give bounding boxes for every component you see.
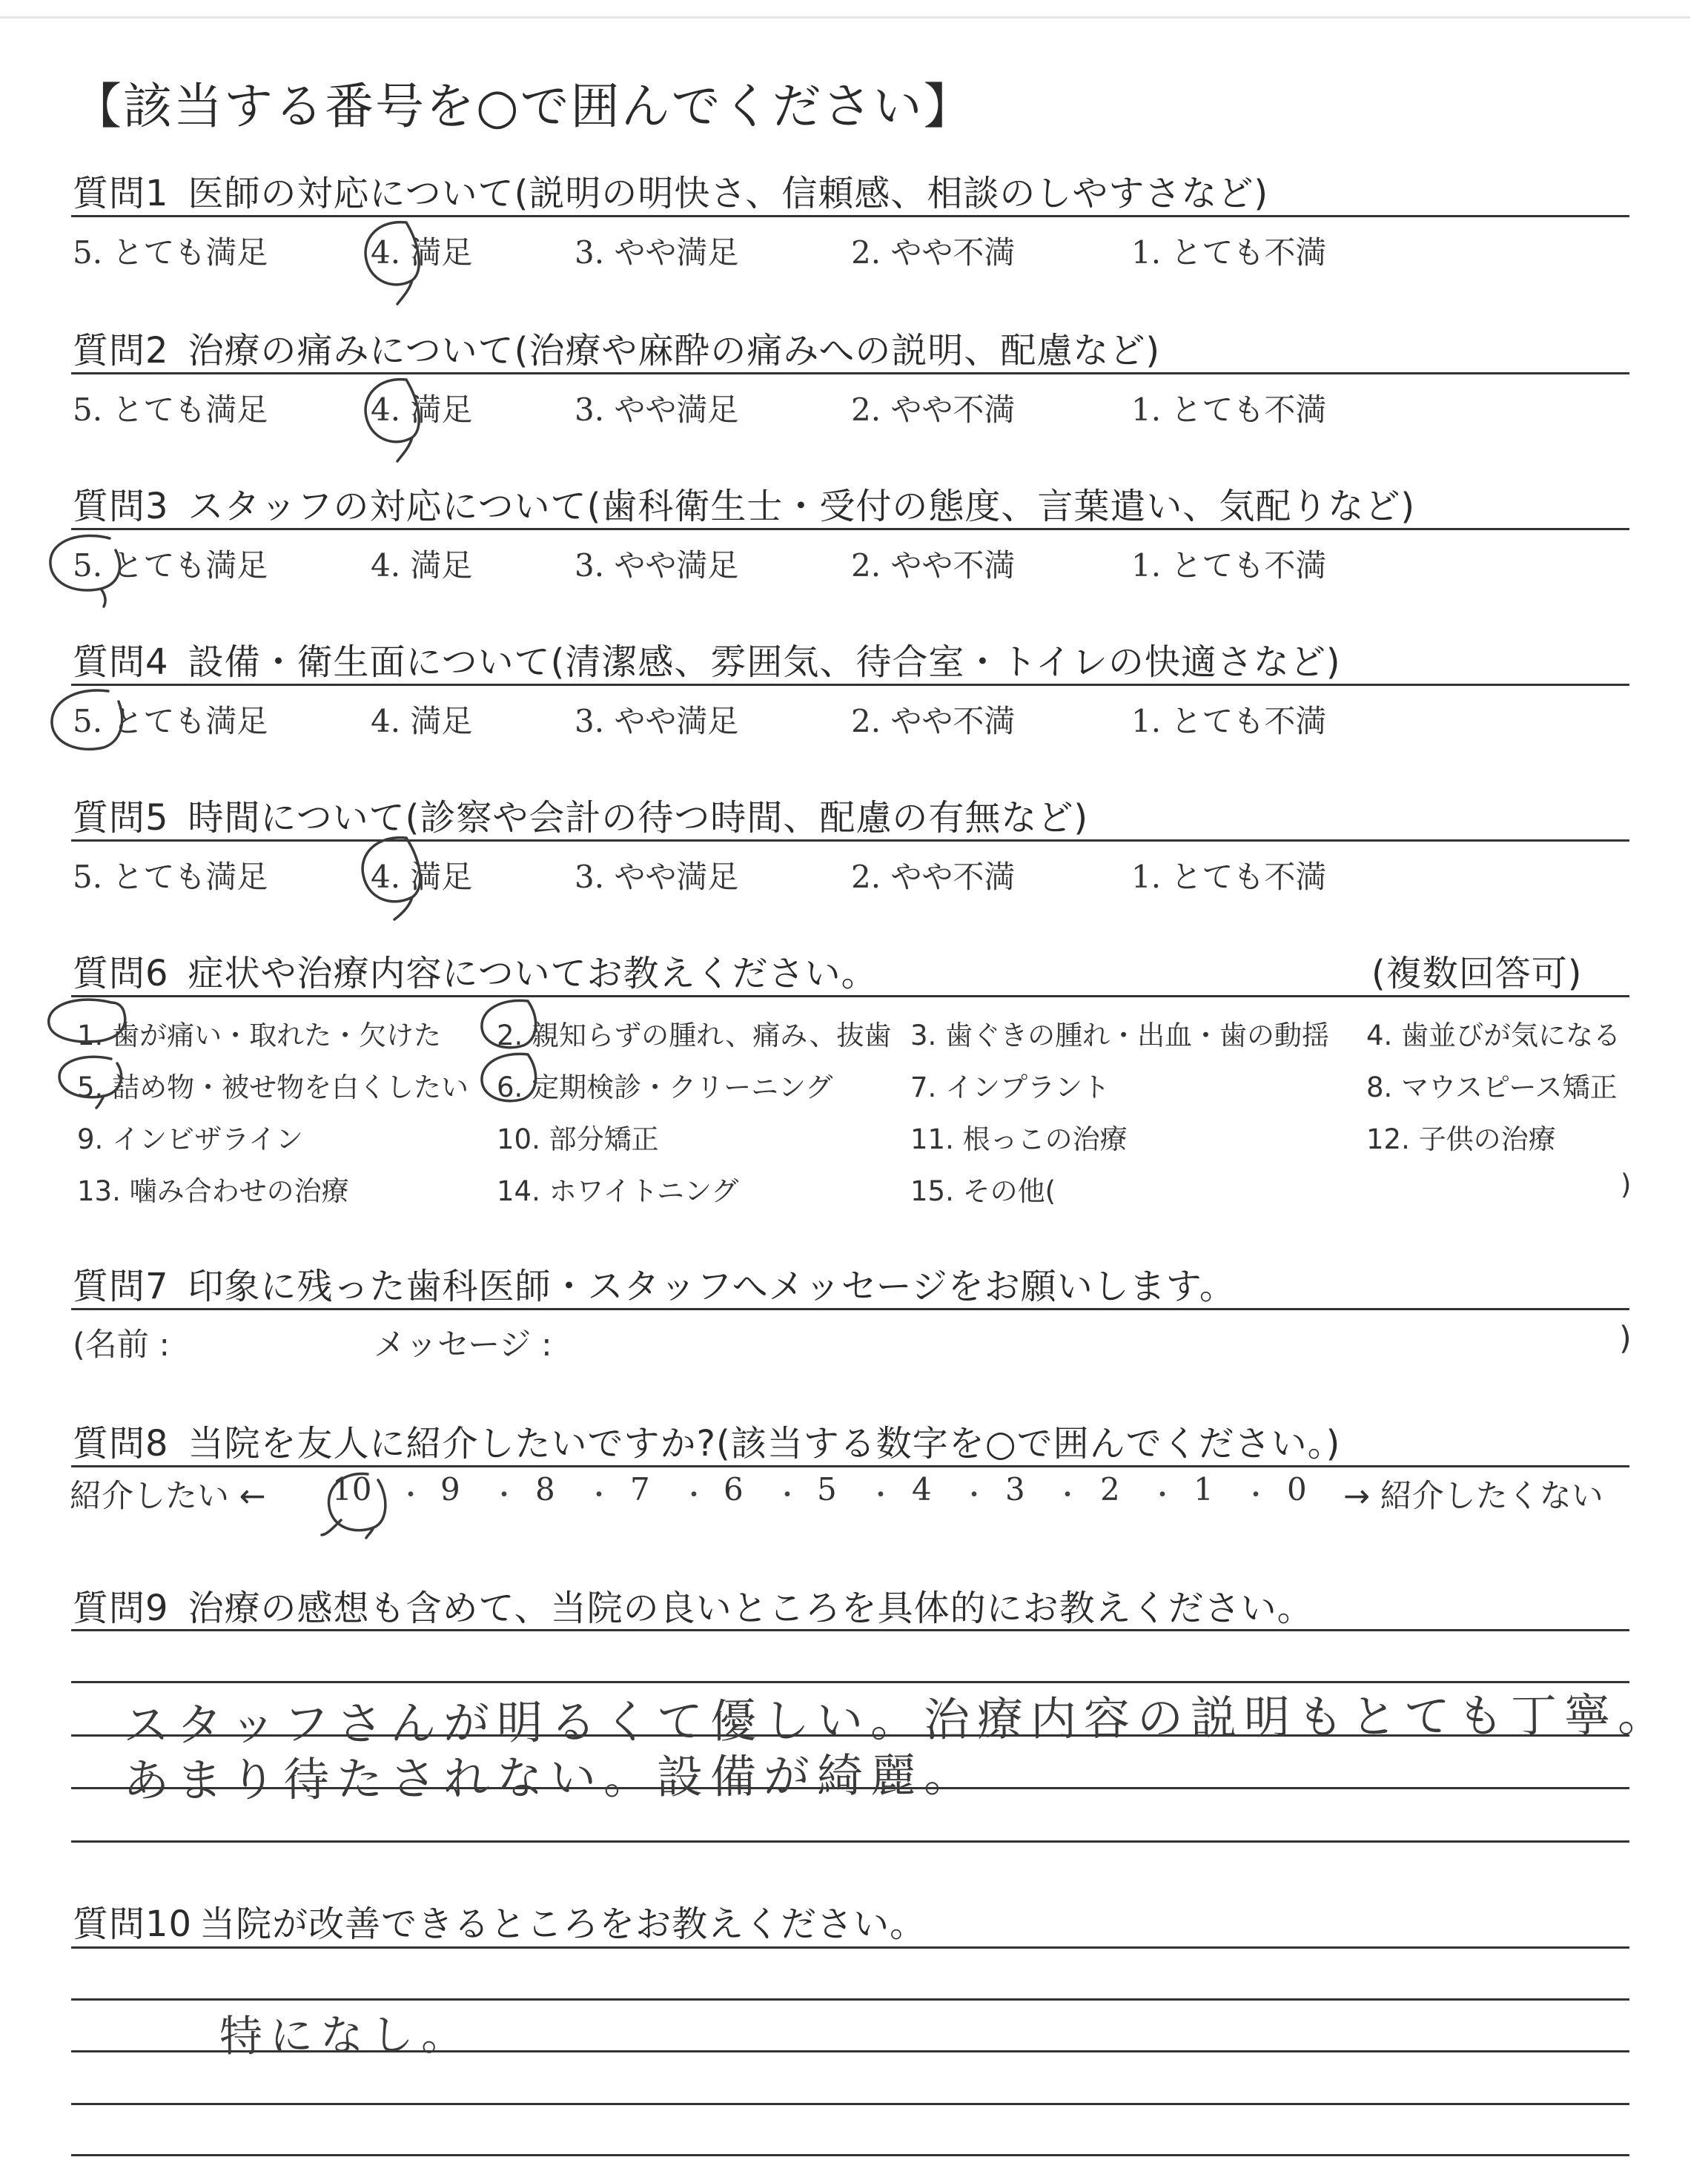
question-number: 質問3	[73, 486, 169, 527]
question-6	[73, 945, 878, 996]
answer-line	[71, 1840, 1629, 1843]
scale-1[interactable]: 1	[1194, 1471, 1214, 1507]
rating-option-1[interactable]: 1. とても不満	[1131, 392, 1327, 428]
rating-option-2[interactable]: 2. やや不満	[851, 234, 1016, 271]
symptom-option-10[interactable]: 10. 部分矯正	[497, 1123, 659, 1155]
top-edge	[0, 16, 1690, 19]
question-number: 質問2	[73, 330, 169, 371]
symptom-option-4[interactable]: 4. 歯並びが気になる	[1366, 1020, 1621, 1051]
rating-option-4[interactable]: 4. 満足	[371, 547, 473, 584]
symptom-option-5[interactable]: 5. 詰め物・被せ物を白くしたい	[77, 1071, 469, 1103]
question-rule	[71, 1308, 1629, 1310]
recommend-right-label: → 紹介したくない	[1343, 1478, 1603, 1515]
rating-option-2[interactable]: 2. やや不満	[851, 547, 1016, 584]
question-5	[73, 789, 1088, 840]
rating-option-4[interactable]: 4. 満足	[371, 703, 473, 739]
scale-0[interactable]: 0	[1287, 1471, 1307, 1507]
question-rule	[71, 215, 1629, 217]
question-1	[73, 165, 1268, 216]
rating-option-5[interactable]: 5. とても満足	[73, 547, 268, 584]
scale-separator: ・	[1054, 1480, 1082, 1510]
scale-10[interactable]: 10	[332, 1471, 372, 1507]
question-4	[73, 633, 1341, 684]
symptom-option-8[interactable]: 8. マウスピース矯正	[1366, 1071, 1618, 1103]
answer-line	[71, 1946, 1629, 1949]
handwritten-answer-line-1: スタッフさんが明るくて優しい。治療内容の説明もとても丁寧。	[122, 1687, 1672, 1753]
rating-option-3[interactable]: 3. やや満足	[575, 392, 739, 428]
question-10	[73, 1895, 926, 1946]
symptom-option-2[interactable]: 2. 親知らずの腫れ、痛み、抜歯	[497, 1020, 892, 1051]
rating-option-1[interactable]: 1. とても不満	[1131, 234, 1327, 271]
rating-option-4[interactable]: 4. 満足	[371, 392, 473, 428]
scale-separator: ・	[1149, 1480, 1176, 1510]
rating-option-3[interactable]: 3. やや満足	[575, 703, 739, 739]
other-close-paren: )	[1621, 1169, 1632, 1200]
handwritten-improvement-answer: 特になし。	[219, 2009, 472, 2062]
scale-separator: ・	[586, 1480, 613, 1510]
symptom-option-1[interactable]: 1. 歯が痛い・取れた・欠けた	[77, 1020, 442, 1051]
question-9	[73, 1579, 1314, 1631]
question-rule	[71, 995, 1629, 997]
rating-option-1[interactable]: 1. とても不満	[1131, 547, 1327, 584]
question-text: スタッフの対応について(歯科衛生士・受付の態度、言葉遣い、気配りなど)	[188, 486, 1416, 527]
question-text: 時間について(診察や会計の待つ時間、配慮の有無など)	[188, 797, 1089, 839]
question-7	[73, 1258, 1236, 1309]
question-rule	[71, 839, 1629, 842]
question-8	[73, 1415, 1340, 1466]
symptom-option-12[interactable]: 12. 子供の治療	[1366, 1123, 1556, 1155]
question-number: 質問9	[73, 1588, 169, 1629]
question-text: 当院が改善できるところをお教えください。	[199, 1903, 927, 1945]
question-text: 治療の痛みについて(治療や麻酔の痛みへの説明、配慮など)	[188, 330, 1161, 371]
question-text: 治療の感想も含めて、当院の良いところを具体的にお教えください。	[188, 1588, 1314, 1629]
question-3	[73, 478, 1415, 529]
scale-4[interactable]: 4	[912, 1471, 932, 1507]
scale-8[interactable]: 8	[535, 1471, 555, 1507]
symptom-option-11[interactable]: 11. 根っこの治療	[910, 1123, 1128, 1155]
question-text: 設備・衛生面について(清潔感、雰囲気、待合室・トイレの快適さなど)	[188, 641, 1341, 683]
answer-line	[71, 1629, 1629, 1631]
rating-option-3[interactable]: 3. やや満足	[575, 547, 739, 584]
rating-option-5[interactable]: 5. とても満足	[73, 234, 268, 271]
question-number: 質問4	[73, 641, 169, 683]
scale-5[interactable]: 5	[817, 1471, 837, 1507]
scale-9[interactable]: 9	[440, 1471, 460, 1507]
rating-option-5[interactable]: 5. とても満足	[73, 859, 268, 895]
question-number: 質問6	[73, 953, 169, 994]
symptom-option-14[interactable]: 14. ホワイトニング	[497, 1175, 739, 1207]
rating-option-3[interactable]: 3. やや満足	[575, 859, 739, 895]
symptom-option-9[interactable]: 9. インビザライン	[77, 1123, 303, 1155]
scale-separator: ・	[1242, 1480, 1270, 1510]
question-number: 質問10	[73, 1903, 193, 1945]
symptom-option-13[interactable]: 13. 噛み合わせの治療	[77, 1175, 349, 1207]
scale-2[interactable]: 2	[1100, 1471, 1120, 1507]
scale-6[interactable]: 6	[724, 1471, 744, 1507]
question-text: 印象に残った歯科医師・スタッフへメッセージをお願いします。	[188, 1266, 1236, 1307]
symptom-option-3[interactable]: 3. 歯ぐきの腫れ・出血・歯の動揺	[910, 1020, 1330, 1051]
scale-3[interactable]: 3	[1005, 1471, 1025, 1507]
message-close-paren: )	[1619, 1320, 1632, 1357]
scale-separator: ・	[867, 1480, 895, 1510]
question-text: 症状や治療内容についてお教えください。	[188, 953, 878, 994]
rating-option-5[interactable]: 5. とても満足	[73, 703, 268, 739]
scale-separator: ・	[491, 1480, 518, 1510]
rating-option-4[interactable]: 4. 満足	[371, 859, 473, 895]
scale-separator: ・	[961, 1480, 988, 1510]
question-number: 質問1	[73, 173, 169, 214]
symptom-option-7[interactable]: 7. インプラント	[910, 1071, 1110, 1103]
question-rule	[71, 528, 1629, 530]
question-rule	[71, 372, 1629, 374]
question-text: 当院を友人に紹介したいですか?(該当する数字を○で囲んでください。)	[188, 1423, 1341, 1464]
answer-line	[71, 2154, 1629, 2156]
question-number: 質問5	[73, 797, 169, 839]
rating-option-5[interactable]: 5. とても満足	[73, 392, 268, 428]
rating-option-2[interactable]: 2. やや不満	[851, 392, 1016, 428]
question-2	[73, 322, 1160, 373]
scale-7[interactable]: 7	[630, 1471, 650, 1507]
question-text: 医師の対応について(説明の明快さ、信頼感、相談のしやすさなど)	[188, 173, 1269, 214]
scale-separator: ・	[397, 1480, 425, 1510]
answer-line	[71, 2103, 1629, 2105]
rating-option-2[interactable]: 2. やや不満	[851, 859, 1016, 895]
message-label: メッセージ :	[374, 1327, 552, 1364]
form-title: 【該当する番号を○で囲んでください】	[73, 78, 974, 135]
rating-option-1[interactable]: 1. とても不満	[1131, 859, 1327, 895]
name-label: (名前 :	[73, 1327, 170, 1364]
question-number: 質問7	[73, 1266, 169, 1307]
multiple-answer-note: (複数回答可)	[1371, 953, 1583, 994]
question-rule	[71, 684, 1629, 686]
symptom-option-15[interactable]: 15. その他(	[910, 1175, 1056, 1207]
rating-option-3[interactable]: 3. やや満足	[575, 234, 739, 271]
question-number: 質問8	[73, 1423, 169, 1464]
symptom-option-6[interactable]: 6. 定期検診・クリーニング	[497, 1071, 833, 1103]
scale-separator: ・	[774, 1480, 801, 1510]
rating-option-2[interactable]: 2. やや不満	[851, 703, 1016, 739]
rating-option-1[interactable]: 1. とても不満	[1131, 703, 1327, 739]
rating-option-4[interactable]: 4. 満足	[371, 234, 473, 271]
question-rule	[71, 1465, 1629, 1467]
handwritten-answer-line-2: あまり待たされない。設備が綺麗。	[122, 1747, 978, 1809]
recommend-left-label: 紹介したい ←	[70, 1478, 266, 1515]
scale-separator: ・	[681, 1480, 708, 1510]
